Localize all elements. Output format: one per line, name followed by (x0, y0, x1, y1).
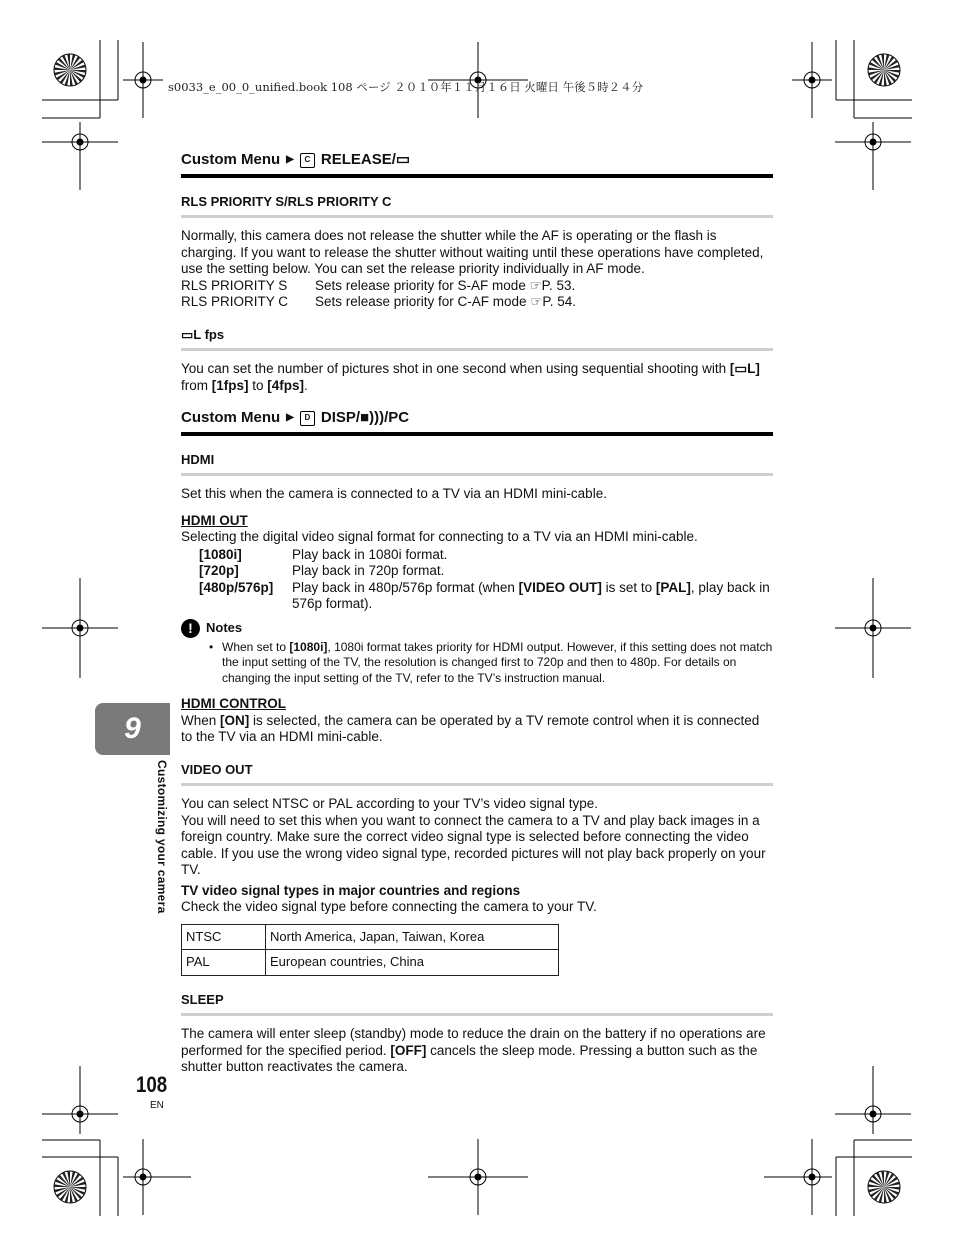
text: When (181, 712, 221, 728)
hdmi-out-heading: HDMI OUT (181, 512, 248, 528)
note-bold: [1080i] (289, 639, 328, 654)
fps-bold: [1fps] (211, 377, 249, 393)
tv-signal-title: TV video signal types in major countries and regions (181, 882, 521, 898)
arrow-right-icon: ▶ (286, 412, 294, 423)
rls-key: RLS PRIORITY S (181, 277, 288, 293)
registration-starburst (868, 54, 900, 86)
hdmi-out-options (199, 547, 773, 613)
arrow-right-icon: ▶ (286, 154, 294, 165)
menu-label: Custom Menu (181, 409, 281, 426)
exclamation-icon: ! (181, 619, 200, 638)
registration-starburst (54, 54, 86, 86)
sleep-para (181, 1026, 773, 1076)
rls-description: Normally, this camera does not release the shutter while the AF is operating or the flash is charging. If you want to release the shutter without waiting until these operations have completed, use the setting below. You can set the release priority individually in AF mode. (181, 228, 764, 276)
rls-row (181, 278, 773, 295)
fps-heading: ▭L fps (181, 327, 773, 352)
fps-text: from (181, 377, 212, 393)
notes-title (181, 619, 773, 638)
video-out-text: You will need to set this when you want to connect the camera to a TV and play back images in a foreign country. Make sure the correct video signal type is selected before connecting the video cable. If you use the wrong video signal type, recorded pictures will not play back properly on your TV. (181, 812, 766, 877)
custom-menu-disp-heading (181, 410, 773, 436)
option-key: [1080i] (199, 546, 242, 562)
note-item (209, 640, 773, 687)
menu-title: RELEASE/▭ (320, 151, 411, 168)
video-out-para (181, 796, 773, 879)
option-row (199, 563, 773, 580)
rls-priority-para (181, 228, 773, 311)
video-out-heading: VIDEO OUT (181, 762, 773, 787)
option-text: Play back in 480p/576p format (when (292, 579, 519, 595)
custom-menu-d-icon: D (300, 411, 315, 426)
custom-menu-release-heading (181, 152, 773, 178)
table-cell: PAL (182, 950, 266, 976)
menu-title: DISP/■)))/PC (320, 409, 410, 426)
table-row (182, 924, 559, 950)
fps-bold: [▭L] (729, 361, 760, 376)
fps-bold: [4fps] (267, 377, 305, 393)
fps-text: to (248, 377, 268, 393)
chapter-tab: 9 (95, 703, 170, 755)
table-cell: NTSC (182, 924, 266, 950)
page-content (181, 152, 773, 1076)
fps-para (181, 361, 773, 394)
bold: [ON] (220, 712, 250, 728)
option-value (292, 580, 773, 613)
option-row (199, 580, 773, 613)
table-row (182, 950, 559, 976)
rls-key: RLS PRIORITY C (181, 294, 289, 309)
page-number: 108 (136, 1072, 168, 1097)
registration-starburst (868, 1171, 900, 1203)
option-text: , play back in 576p format). (292, 579, 770, 611)
notes-label: Notes (206, 619, 243, 635)
sleep-heading: SLEEP (181, 992, 773, 1017)
registration-starburst (54, 1171, 86, 1203)
rls-value: Sets release priority for C-AF mode ☞P. 54. (315, 294, 576, 309)
hdmi-para: Set this when the camera is connected to a TV via an HDMI mini-cable. (181, 486, 607, 501)
text: is selected, the camera can be operated by a TV remote control when it is connected to the TV via an HDMI mini-cable. (181, 712, 760, 744)
notes-box (181, 619, 773, 687)
table-cell: European countries, China (266, 950, 559, 976)
signal-table (181, 924, 559, 976)
option-text: is set to (601, 579, 656, 595)
bold: [OFF] (390, 1042, 427, 1058)
option-value: Play back in 1080i format. (292, 546, 448, 562)
tv-signal-para: Check the video signal type before connecting the camera to your TV. (181, 899, 597, 914)
table-cell: North America, Japan, Taiwan, Korea (266, 924, 559, 950)
rls-priority-heading: RLS PRIORITY S/RLS PRIORITY C (181, 194, 773, 219)
chapter-side-label: Customizing your camera (155, 760, 169, 914)
bullet: • (209, 639, 214, 654)
option-bold: [PAL] (655, 579, 691, 595)
hdmi-heading: HDMI (181, 452, 773, 477)
video-out-text: You can select NTSC or PAL according to your TV’s video signal type. (181, 796, 598, 811)
hdmi-control-heading: HDMI CONTROL (181, 696, 286, 711)
file-header: s0033_e_00_0_unified.book 108 ページ ２０１０年１１月１６日 火曜日 午後５時２４分 (168, 80, 644, 94)
note-text (222, 640, 773, 687)
text: cancels the sleep mode. Pressing a button such as the shutter button reactivates the camera. (181, 1042, 758, 1074)
text: The camera will enter sleep (standby) mode to reduce the drain on the battery if no operations are performed for the specified period. (181, 1026, 766, 1058)
option-value: Play back in 720p format. (292, 563, 445, 578)
note-text-part: When set to (222, 639, 290, 654)
option-row (199, 547, 773, 564)
option-key: [480p/576p] (199, 579, 274, 595)
note-text-part: , 1080i format takes priority for HDMI output. However, if this setting does not match the input setting of the TV, the resolution is changed first to 720p and then to 480p. For details on changing the input setting of the TV, refer to the TV’s instruction manual. (222, 639, 773, 685)
rls-value: Sets release priority for S-AF mode ☞P. 53. (315, 277, 576, 293)
hdmi-control-para (181, 713, 773, 746)
custom-menu-c-icon: C (300, 153, 315, 168)
fps-text: . (304, 377, 308, 393)
language-code: EN (150, 1100, 164, 1111)
fps-text: You can set the number of pictures shot in one second when using sequential shooting with (181, 361, 730, 376)
menu-label: Custom Menu (181, 151, 281, 168)
option-bold: [VIDEO OUT] (518, 579, 602, 595)
option-key: [720p] (199, 563, 239, 578)
hdmi-out-para: Selecting the digital video signal format for connecting to a TV via an HDMI mini-cable. (181, 529, 698, 544)
rls-row (181, 294, 773, 311)
